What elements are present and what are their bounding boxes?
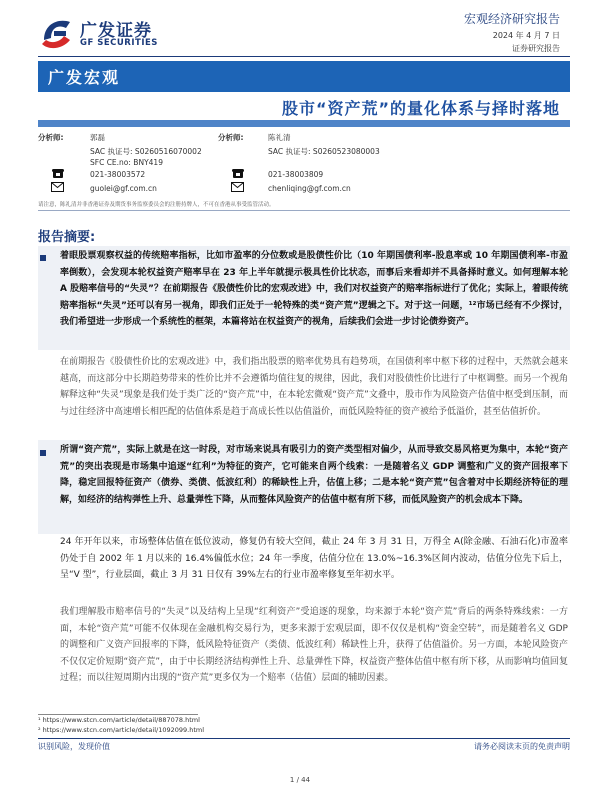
- analyst-2-name: 陈礼清: [268, 133, 291, 142]
- analyst-2-phone: 021-38003809: [268, 170, 324, 179]
- title-band: [38, 120, 570, 127]
- header-divider: [38, 56, 570, 57]
- page-number: 1 / 44: [289, 776, 311, 784]
- gf-logo-icon: [38, 14, 76, 52]
- footnote-1[interactable]: ¹ https://www.stcn.com/article/detail/887078.html: [38, 716, 200, 724]
- analyst-disclaimer: 请注意，陈礼清并非香港证券及期货事务监察委员会的注册持牌人，不可在香港从事受监管活动。: [38, 202, 275, 208]
- analyst-2-sac: SAC 执证号: S0260523080003: [268, 147, 380, 156]
- analyst-1-sfc: SFC CE.no: BNY419: [90, 158, 163, 167]
- analyst-2-label: 分析师:: [218, 133, 244, 142]
- footnote-divider: [38, 714, 198, 715]
- phone-icon: [52, 168, 64, 179]
- phone-icon: [232, 168, 244, 179]
- mail-icon: [231, 182, 244, 192]
- logo-text-en: GF SECURITIES: [80, 38, 158, 48]
- section-banner-label: 广发宏观: [48, 68, 121, 87]
- mail-icon: [51, 182, 64, 192]
- report-type: 宏观经济研究报告: [463, 12, 560, 26]
- footnote-2[interactable]: ² https://www.stcn.com/article/detail/1092099.html: [38, 726, 205, 734]
- report-title: 股市“资产荒”的量化体系与择时落地: [281, 99, 560, 118]
- analyst-1-name: 郭磊: [90, 133, 105, 142]
- summary-paragraph-1: 着眼股票观察权益的传统赔率指标，比如市盈率的分位数或是股债性价比（10 年期国债利率-股息率或 10 年期国债利率-市盈率倒数），会发现本轮权益资产赔率早在 23 年上半年就提示极具性价比状态，而事后来看却并不具备择时意义。如何理解本轮 A 股赔率信号的“失灵”？在前期报告《股债性价比的宏观改进》中，我们对权益资产的赔率指标进行了优化；实际上，着眼传统赔率指标“失灵”还可以有另一视角，即我们正处于一轮特殊的类“资产荒”逻辑之下。对于这一问题，¹²市场已经有不少探讨，我们希望进一步形成一个系统性的框架，本篇将站在权益资产的视角，后续我们会进一步讨论债券资产。: [60, 251, 568, 327]
- analyst-1-label: 分析师:: [38, 133, 64, 142]
- analyst-divider: [38, 210, 570, 211]
- summary-paragraph-3: 所谓“资产荒”，实际上就是在这一时段，对市场来说具有吸引力的资产类型相对偏少，从而导致交易风格更为集中，本轮“资产荒”的突出表现是市场集中追逐“红利”为特征的资产，它可能来自两个线索：一是随着名义 GDP 调整和广义的资产回报率下降，稳定回报特征资产（债券、类债、低波红利）的稀缺性上升，估值上移；二是本轮“资产荒”包含着对中长期经济特征的理解，如经济的结构弹性上升、总量弹性下降，从而整体风险资产的估值中枢有所下移，而低风险资产的机会成本下降。: [60, 445, 568, 505]
- analyst-1-sac: SAC 执证号: S0260516070002: [90, 147, 202, 156]
- brand-logo: [38, 14, 188, 54]
- footer-slogan: 识别风险，发现价值: [38, 742, 110, 751]
- report-date: 2024 年 4 月 7 日: [492, 31, 560, 40]
- summary-paragraph-4: 24 年开年以来，市场整体估值在低位波动，修复仍有较大空间，截止 24 年 3 月 31 日，万得全 A(除金融、石油石化)市盈率仍处于自 2002 年 1 月以来的 16.4%偏低水位；24 年一季度，估值分位在 13.0%~16.3%区间内波动，估值分位先下后上，呈“V 型”，行业层面，截止 3 月 31 日仅有 39%左右的行业市盈率修复至年初水平。: [60, 537, 568, 580]
- analyst-1-email[interactable]: guolei@gf.com.cn: [90, 184, 157, 193]
- summary-heading: 报告摘要:: [38, 230, 96, 245]
- summary-paragraph-2: 在前期报告《股债性价比的宏观改进》中，我们指出股票的赔率优势具有趋势项，在国债利率中枢下移的过程中，天然就会越来越高，而这部分中长期趋势带来的性价比并不会遵循均值往复的规律，因此，我们对股债性价比进行了中枢调整。而另一个视角解释这种“失灵”现象是我们处于类广泛的“资产荒”中，在本轮宏微观“资产荒”文叠中，股市作为风险资产估值中枢受到压制，而与过往经济中高速增长相匹配的估值体系是趋于高成长性以估值溢价，而低风险特征的资产被给予低溢价，甚至估值折价。: [60, 357, 568, 417]
- footer-divider: [38, 738, 570, 739]
- analyst-2-email[interactable]: chenliqing@gf.com.cn: [268, 184, 351, 193]
- report-kind: 证券研究报告: [512, 44, 560, 53]
- footer-disclaimer-note: 请务必阅读末页的免责声明: [474, 742, 570, 751]
- bullet-icon: [40, 450, 46, 456]
- summary-paragraph-5: 我们理解股市赔率信号的“失灵”以及结构上呈现“红利资产”受追逐的现象，均来源于本轮“资产荒”背后的两条特殊线索：一方面，本轮“资产荒”可能不仅体现在金融机构交易行为，更多来源于宏观层面，即不仅仅是机构“资金空转”，而是随着名义 GDP 的调整和广义资产回报率的下降，低风险特征资产（类债、低波红利）稀缺性上升，获得了估值溢价。另一方面，本轮风险资产不仅仅定价短期“资产荒”，由于中长期经济结构弹性上升、总量弹性下降，权益资产整体估值中枢有所下移，从而影响均值回复过程；而以往短周期内出现的“资产荒”更多仅为一个赔率（估值）层面的辅助因素。: [60, 607, 568, 683]
- logo-text-cn: 广发证券: [80, 21, 152, 41]
- analyst-1-phone: 021-38003572: [90, 170, 146, 179]
- bullet-icon: [40, 255, 46, 261]
